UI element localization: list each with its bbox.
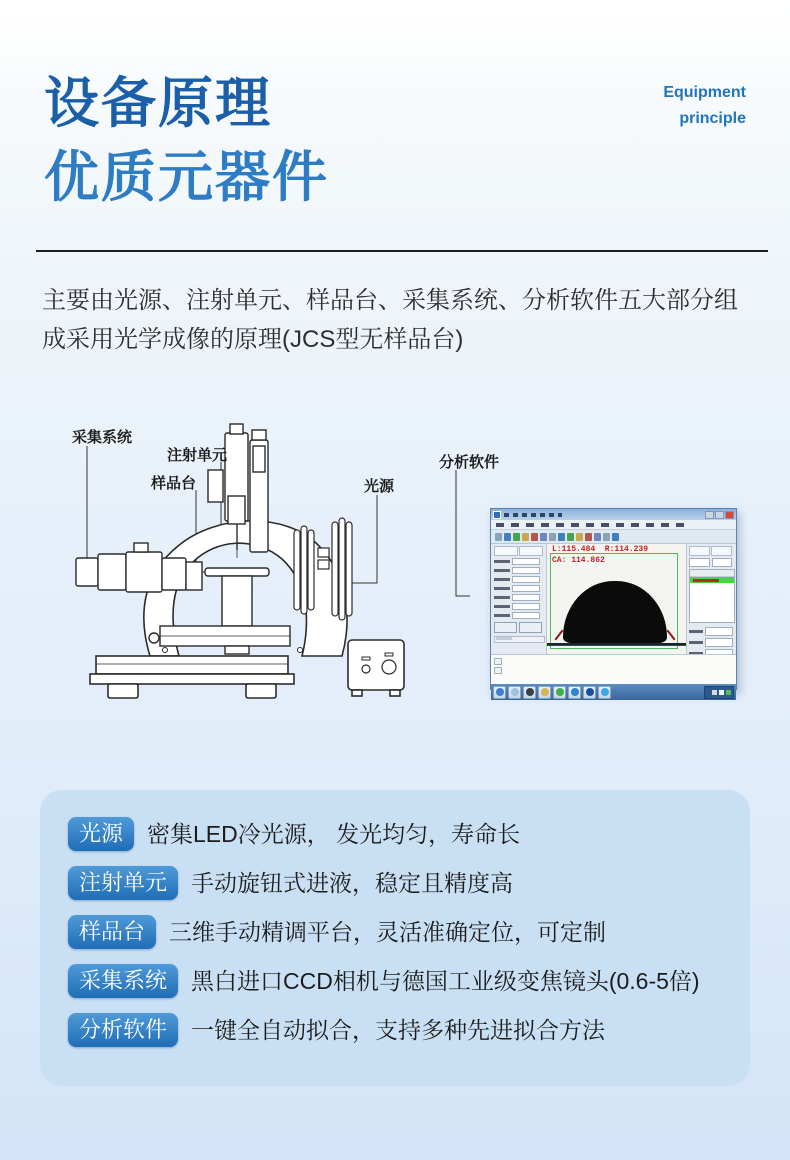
feature-badge: 分析软件 <box>68 1013 178 1047</box>
log-area <box>491 654 736 684</box>
panel-tab <box>519 546 543 556</box>
label-collection-system: 采集系统 <box>72 429 133 446</box>
taskbar-green-ball-icon <box>553 686 566 699</box>
toolbar-icon <box>567 533 574 541</box>
label-light-source: 光源 <box>364 478 395 495</box>
measurement-canvas <box>547 544 686 654</box>
page-subtitle-line1: Equipment <box>663 84 746 101</box>
toolbar-icon <box>504 533 511 541</box>
measurement-left-right: L:115.484 R:114.239 <box>552 545 649 554</box>
toolbar-icon <box>594 533 601 541</box>
toolbar-icon <box>540 533 547 541</box>
menu-items <box>496 523 691 527</box>
taskbar-sync-icon <box>568 686 581 699</box>
panel-tab <box>711 546 732 556</box>
right-results-panel <box>686 544 736 654</box>
page-title-line2: 优质元器件 <box>44 146 330 208</box>
toolbar-icon <box>531 533 538 541</box>
panel-tab <box>689 546 710 556</box>
label-analysis-software: 分析软件 <box>439 454 500 471</box>
toolbar-icon <box>513 533 520 541</box>
feature-row-analysis-software <box>68 1013 750 1047</box>
software-window <box>490 508 737 690</box>
selected-result-row <box>690 577 734 583</box>
equipment-diagram <box>0 400 790 730</box>
divider-line <box>36 250 768 252</box>
feature-row-collection-system <box>68 964 750 998</box>
page-title <box>44 66 329 214</box>
panel-tab <box>494 546 518 556</box>
log-button <box>494 667 502 674</box>
measurement-contact-angle: CA: 114.862 <box>552 556 605 565</box>
taskbar-globe-icon <box>583 686 596 699</box>
feature-card <box>40 790 750 1086</box>
system-tray <box>704 686 734 699</box>
feature-badge: 样品台 <box>68 915 156 949</box>
left-parameter-panel <box>491 544 547 654</box>
maximize-icon <box>715 511 724 519</box>
feature-badge: 光源 <box>68 817 134 851</box>
page-subtitle <box>663 80 746 132</box>
description-line2: 成采用光学成像的原理(JCS型无样品台) <box>42 326 464 353</box>
window-titlebar <box>491 509 736 520</box>
feature-text: 三维手动精调平台，灵活准确定位，可定制 <box>169 919 607 945</box>
dropdown <box>712 558 733 567</box>
horizontal-scrollbar <box>494 636 545 643</box>
feature-text: 手动旋钮式进液，稳定且精度高 <box>191 870 514 896</box>
toolbar-icon <box>549 533 556 541</box>
feature-row-sample-stage <box>68 915 750 949</box>
feature-text: 一键全自动拟合，支持多种先进拟合方法 <box>191 1017 606 1043</box>
dropdown <box>689 558 710 567</box>
taskbar <box>491 684 736 700</box>
taskbar-folder-icon <box>538 686 551 699</box>
panel-button <box>519 622 542 633</box>
feature-text: 黑白进口CCD相机与德国工业级变焦镜头(0.6-5倍) <box>191 968 700 994</box>
page-subtitle-line2: principle <box>679 110 746 127</box>
toolbar-icon <box>576 533 583 541</box>
toolbar-icon <box>522 533 529 541</box>
taskbar-pointer-icon <box>523 686 536 699</box>
feature-text: 密集LED冷光源， 发光均匀，寿命长 <box>147 821 521 847</box>
description-text <box>42 281 766 359</box>
feature-row-injection-unit <box>68 866 750 900</box>
menu-bar <box>491 520 736 530</box>
toolbar-icon <box>612 533 619 541</box>
close-icon <box>725 511 734 519</box>
label-sample-stage: 样品台 <box>151 475 197 492</box>
taskbar-browser-icon <box>493 686 506 699</box>
window-title-text <box>504 513 562 517</box>
toolbar-icon <box>558 533 565 541</box>
results-table-header <box>690 570 734 577</box>
description-line1: 主要由光源、注射单元、样品台、采集系统、分析软件五大部分组 <box>42 287 738 314</box>
taskbar-droplet-icon <box>598 686 611 699</box>
minimize-icon <box>705 511 714 519</box>
panel-button <box>494 622 517 633</box>
log-button <box>494 658 502 665</box>
control-box <box>348 640 404 696</box>
taskbar-cloud-icon <box>508 686 521 699</box>
toolbar <box>491 530 736 544</box>
toolbar-icon <box>603 533 610 541</box>
baseline-blue <box>547 645 686 646</box>
feature-badge: 注射单元 <box>68 866 178 900</box>
label-injection-unit: 注射单元 <box>167 447 228 464</box>
base <box>90 648 303 699</box>
results-table <box>689 569 735 623</box>
feature-badge: 采集系统 <box>68 964 178 998</box>
app-icon <box>493 511 501 519</box>
toolbar-icon <box>585 533 592 541</box>
page-title-line1: 设备原理 <box>44 72 273 134</box>
toolbar-icon <box>495 533 502 541</box>
feature-row-light-source <box>68 817 750 851</box>
